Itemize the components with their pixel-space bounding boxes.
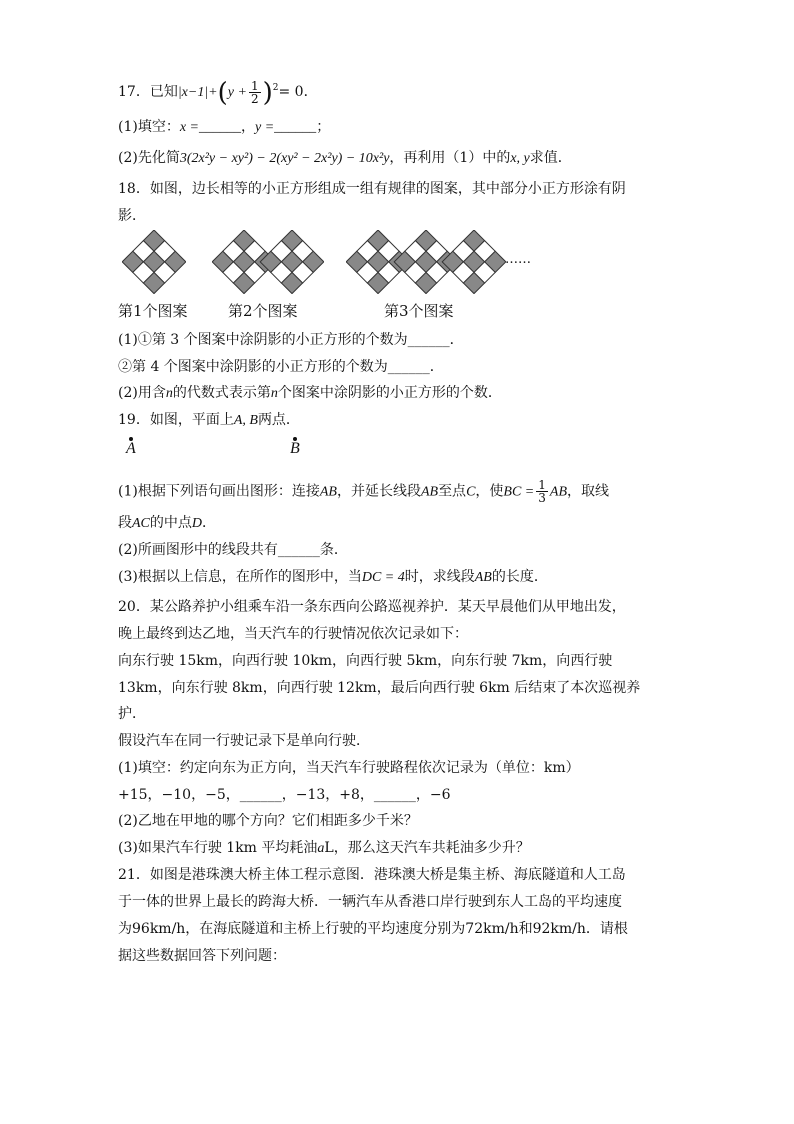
q20-line3: 向东行驶 15km，向西行驶 10km，向西行驶 5km，向东行驶 7km，向西行驶: [118, 653, 613, 669]
q18-part1a: (1)①第 3 个图案中涂阴影的小正方形的个数为______．: [118, 332, 464, 348]
q21-line2: 于一体的世界上最长的跨海大桥．一辆汽车从香港口岸行驶到东人工岛的平均速度: [118, 894, 622, 910]
q20-line9: (2)乙地在甲地的哪个方向？它们相距多少千米？: [118, 813, 418, 829]
q17-stem: 17．已知|x−1|+(y + $\frac{1}{2}$ )$^2$= 0．: [118, 78, 318, 108]
q19-stem: 19．如图，平面上A, B两点．: [118, 412, 300, 428]
q17-part2: (2)先化简3(2x²y − xy²) − 2(xy² − 2x²y) − 10x²y，再利用（1）中的x, y求值．: [118, 150, 572, 166]
pattern-1-label: 第1个图案: [118, 302, 188, 320]
q20-line5: 护．: [118, 706, 146, 722]
pattern-3-label: 第3个图案: [384, 302, 454, 320]
q21-line3: 为96km/h，在海底隧道和主桥上行驶的平均速度分别为72km/h和92km/h．请根: [118, 921, 628, 937]
q18-stem-line1: 18．如图，边长相等的小正方形组成一组有规律的图案，其中部分小正方形涂有阴: [118, 181, 626, 197]
q18-part2: (2)用含n的代数式表示第n个图案中涂阴影的小正方形的个数．: [118, 385, 502, 401]
point-a-label: A: [126, 440, 136, 457]
q20-line8: +15，−10，−5，______，−13，+8，______，−6: [118, 787, 451, 803]
q20-line10: (3)如果汽车行驶 1km 平均耗油aL，那么这天汽车共耗油多少升？: [118, 840, 530, 856]
q20-line1: 20．某公路养护小组乘车沿一条东西向公路巡视养护．某天早晨他们从甲地出发，: [118, 599, 626, 615]
pattern-2-label: 第2个图案: [228, 302, 298, 320]
q17-part1: (1)填空：x =______，y =______；: [118, 119, 331, 135]
q21-line1: 21．如图是港珠澳大桥主体工程示意图．港珠澳大桥是集主桥、海底隧道和人工岛: [118, 867, 626, 883]
q19-part3: (3)根据以上信息，在所作的图形中，当DC = 4时，求线段AB的长度．: [118, 569, 548, 585]
q19-part1-line2: 段AC的中点D．: [118, 515, 217, 531]
q18-stem-line2: 影．: [118, 208, 146, 224]
pattern-ellipsis: ……: [505, 252, 531, 267]
pattern-3-figure: [346, 230, 506, 294]
pattern-1-figure: [122, 230, 186, 294]
q19-part2: (2)所画图形中的线段共有______条．: [118, 542, 348, 558]
q20-line2: 晚上最终到达乙地，当天汽车的行驶情况依次记录如下：: [118, 626, 468, 642]
q18-part1b: ②第 4 个图案中涂阴影的小正方形的个数为______．: [118, 359, 444, 375]
point-b-label: B: [290, 440, 300, 457]
q20-line7: (1)填空：约定向东为正方向，当天汽车行驶路程依次记录为（单位：km）: [118, 760, 580, 776]
pattern-2-figure: [212, 230, 324, 294]
q20-line6: 假设汽车在同一行驶记录下是单向行驶．: [118, 733, 370, 749]
q21-line4: 据这些数据回答下列问题：: [118, 948, 286, 964]
q20-line4: 13km，向东行驶 8km，向西行驶 12km，最后向西行驶 6km 后结束了本次巡视养: [118, 680, 641, 696]
q19-part1-line1: (1)根据下列语句画出图形：连接AB，并延长线段AB至点C，使BC = $\frac{1}{3}$ AB，取线: [118, 478, 609, 505]
